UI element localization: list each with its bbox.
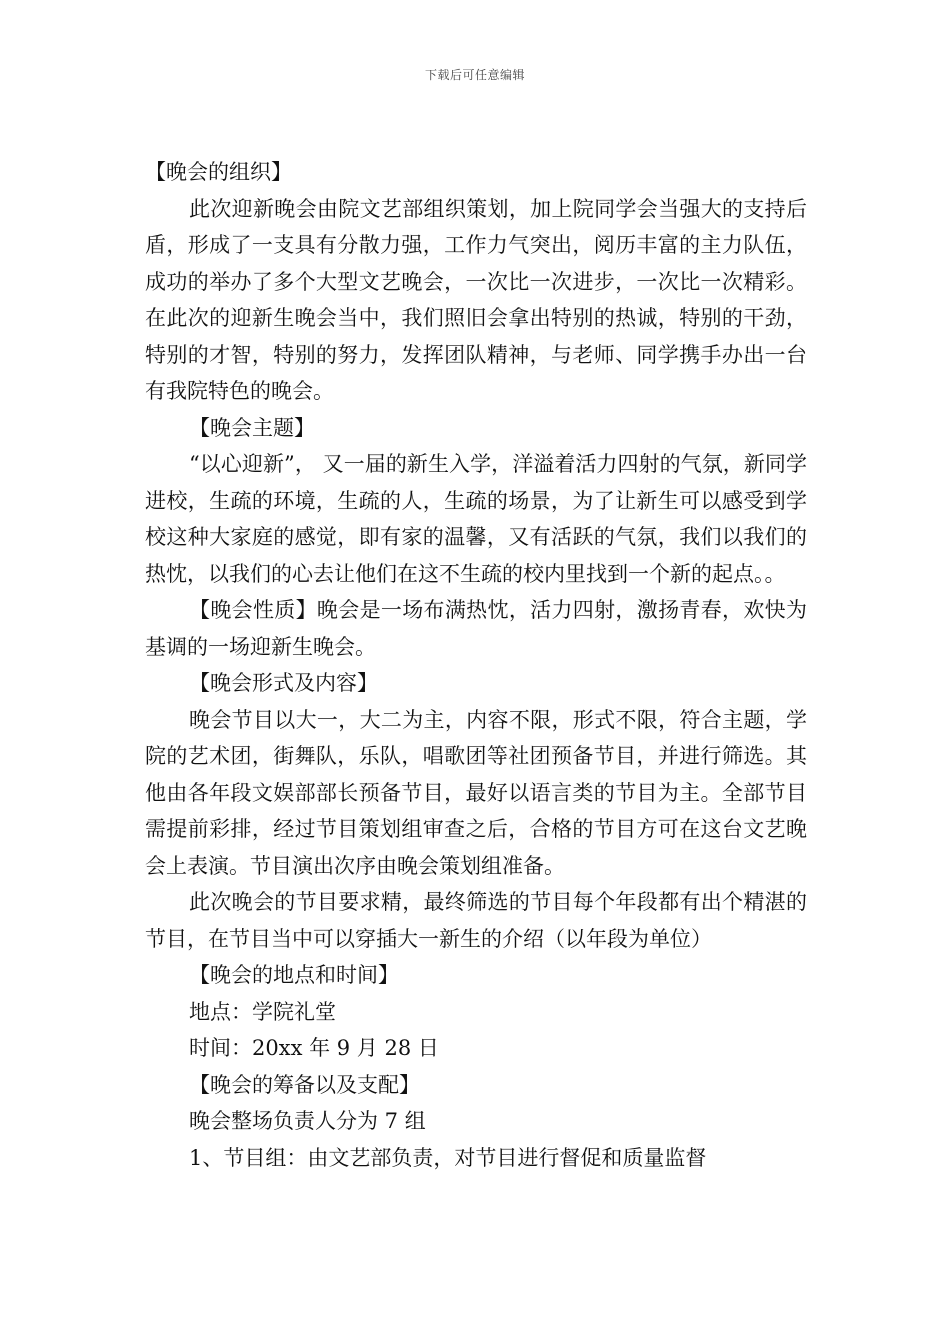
program-group-line: 1、节目组：由文艺部负责，对节目进行督促和质量监督 bbox=[189, 1145, 707, 1170]
section-heading-organization: 【晚会的组织】 bbox=[145, 160, 292, 184]
section-heading-theme: 【晚会主题】 bbox=[189, 415, 315, 440]
document-body bbox=[145, 154, 807, 1176]
paragraph-organization: 此次迎新晚会由院文艺部组织策划，加上院同学会当强大的支持后盾，形成了一支具有分散力强，工作力气突出，阅历丰富的主力队伍，成功的举办了多个大型文艺晚会，一次比一次进步，一次比一次精彩。在此次的迎新生晚会当中，我们照旧会拿出特别的热诚，特别的干劲，特别的才智，特别的努力，发挥团队精神，与老师、同学携手办出一台有我院特色的晚会。 bbox=[145, 196, 807, 403]
paragraph-format: 晚会节目以大一，大二为主，内容不限，形式不限，符合主题，学院的艺术团，街舞队，乐队，唱歌团等社团预备节目，并进行筛选。其他由各年段文娱部部长预备节目，最好以语言类的节目为主。全部节目需提前彩排，经过节目策划组审查之后，合格的节目方可在这台文艺晚会上表演。节目演出次序由晚会策划组准备。 bbox=[145, 707, 807, 878]
groups-line: 晚会整场负责人分为 7 组 bbox=[189, 1109, 426, 1133]
paragraph-theme: “以心迎新”， 又一届的新生入学，洋溢着活力四射的气氛，新同学进校，生疏的环境，生疏的人，生疏的场景，为了让新生可以感受到学校这种大家庭的感觉，即有家的温馨，又有活跃的气氛，我们以我们的热忱，以我们的心去让他们在这不生疏的校内里找到一个新的起点。。 bbox=[145, 452, 807, 586]
paragraph-requirements: 此次晚会的节目要求精，最终筛选的节目每个年段都有出个精湛的节目，在节目当中可以穿插大一新生的介绍（以年段为单位） bbox=[145, 890, 807, 951]
venue-line: 地点：学院礼堂 bbox=[189, 999, 336, 1024]
section-heading-preparation: 【晚会的筹备以及支配】 bbox=[189, 1072, 420, 1097]
time-line: 时间：20xx 年 9 月 28 日 bbox=[189, 1036, 439, 1060]
section-heading-venue-time: 【晚会的地点和时间】 bbox=[189, 963, 399, 987]
page-header: 下载后可任意编辑 bbox=[424, 68, 525, 82]
section-heading-format: 【晚会形式及内容】 bbox=[189, 671, 378, 695]
paragraph-nature: 【晚会性质】晚会是一场布满热忱，活力四射，激扬青春，欢快为基调的一场迎新生晚会。 bbox=[145, 598, 807, 659]
